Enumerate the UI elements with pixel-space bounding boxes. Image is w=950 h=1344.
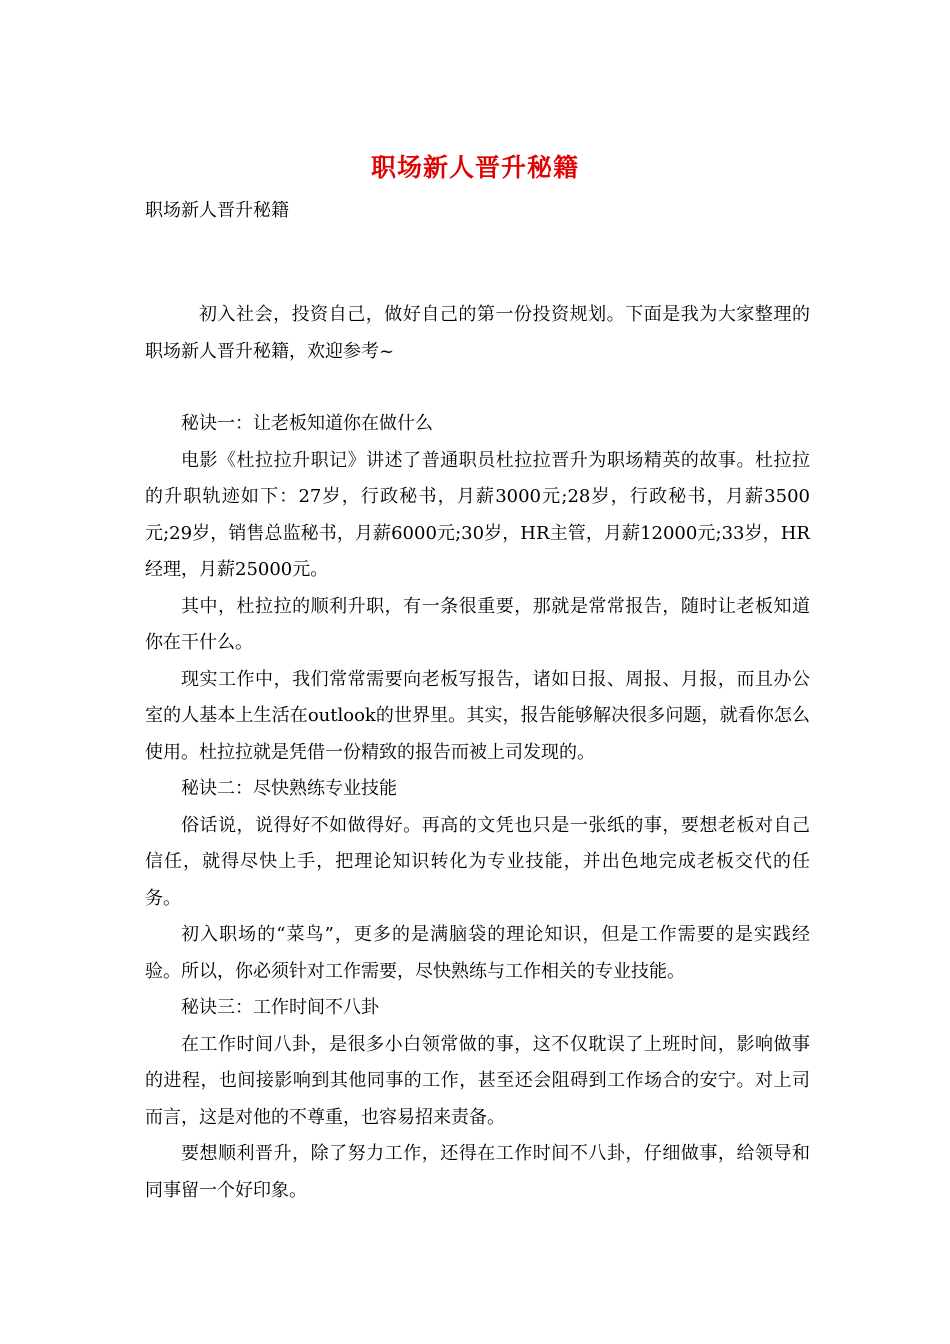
body-paragraph: 要想顺利晋升，除了努力工作，还得在工作时间不八卦，仔细做事，给领导和同事留一个好印象。	[145, 1143, 810, 1201]
section-heading-3: 秘诀三：工作时间不八卦	[181, 997, 379, 1018]
document-subtitle: 职场新人晋升秘籍	[145, 200, 289, 221]
section-heading-1: 秘诀一：让老板知道你在做什么	[181, 413, 433, 434]
body-paragraph: 俗话说，说得好不如做得好。再高的文凭也只是一张纸的事，要想老板对自己信任，就得尽快上手，把理论知识转化为专业技能，并出色地完成老板交代的任务。	[145, 814, 810, 909]
body-paragraph: 初入职场的“菜鸟”，更多的是满脑袋的理论知识，但是工作需要的是实践经验。所以，你必须针对工作需要，尽快熟练与工作相关的专业技能。	[145, 924, 810, 982]
document-body	[145, 297, 810, 1209]
body-paragraph: 其中，杜拉拉的顺利升职，有一条很重要，那就是常常报告，随时让老板知道你在干什么。	[145, 595, 810, 653]
body-paragraph: 电影《杜拉拉升职记》讲述了普通职员杜拉拉晋升为职场精英的故事。杜拉拉的升职轨迹如下：27岁，行政秘书，月薪3000元;28岁，行政秘书，月薪3500元;29岁，销售总监秘书，月薪6000元;30岁，HR主管，月薪12000元;33岁，HR经理，月薪25000元。	[145, 449, 810, 580]
intro-paragraph: 初入社会，投资自己，做好自己的第一份投资规划。下面是我为大家整理的职场新人晋升秘籍，欢迎参考~	[145, 304, 810, 362]
body-paragraph: 现实工作中，我们常常需要向老板写报告，诸如日报、周报、月报，而且办公室的人基本上生活在outlook的世界里。其实，报告能够解决很多问题，就看你怎么使用。杜拉拉就是凭借一份精致的报告而被上司发现的。	[145, 668, 810, 763]
body-paragraph: 在工作时间八卦，是很多小白领常做的事，这不仅耽误了上班时间，影响做事的进程，也间接影响到其他同事的工作，甚至还会阻碍到工作场合的安宁。对上司而言，这是对他的不尊重，也容易招来责备。	[145, 1033, 810, 1128]
document-title: 职场新人晋升秘籍	[370, 153, 579, 182]
section-heading-2: 秘诀二：尽快熟练专业技能	[181, 778, 397, 799]
